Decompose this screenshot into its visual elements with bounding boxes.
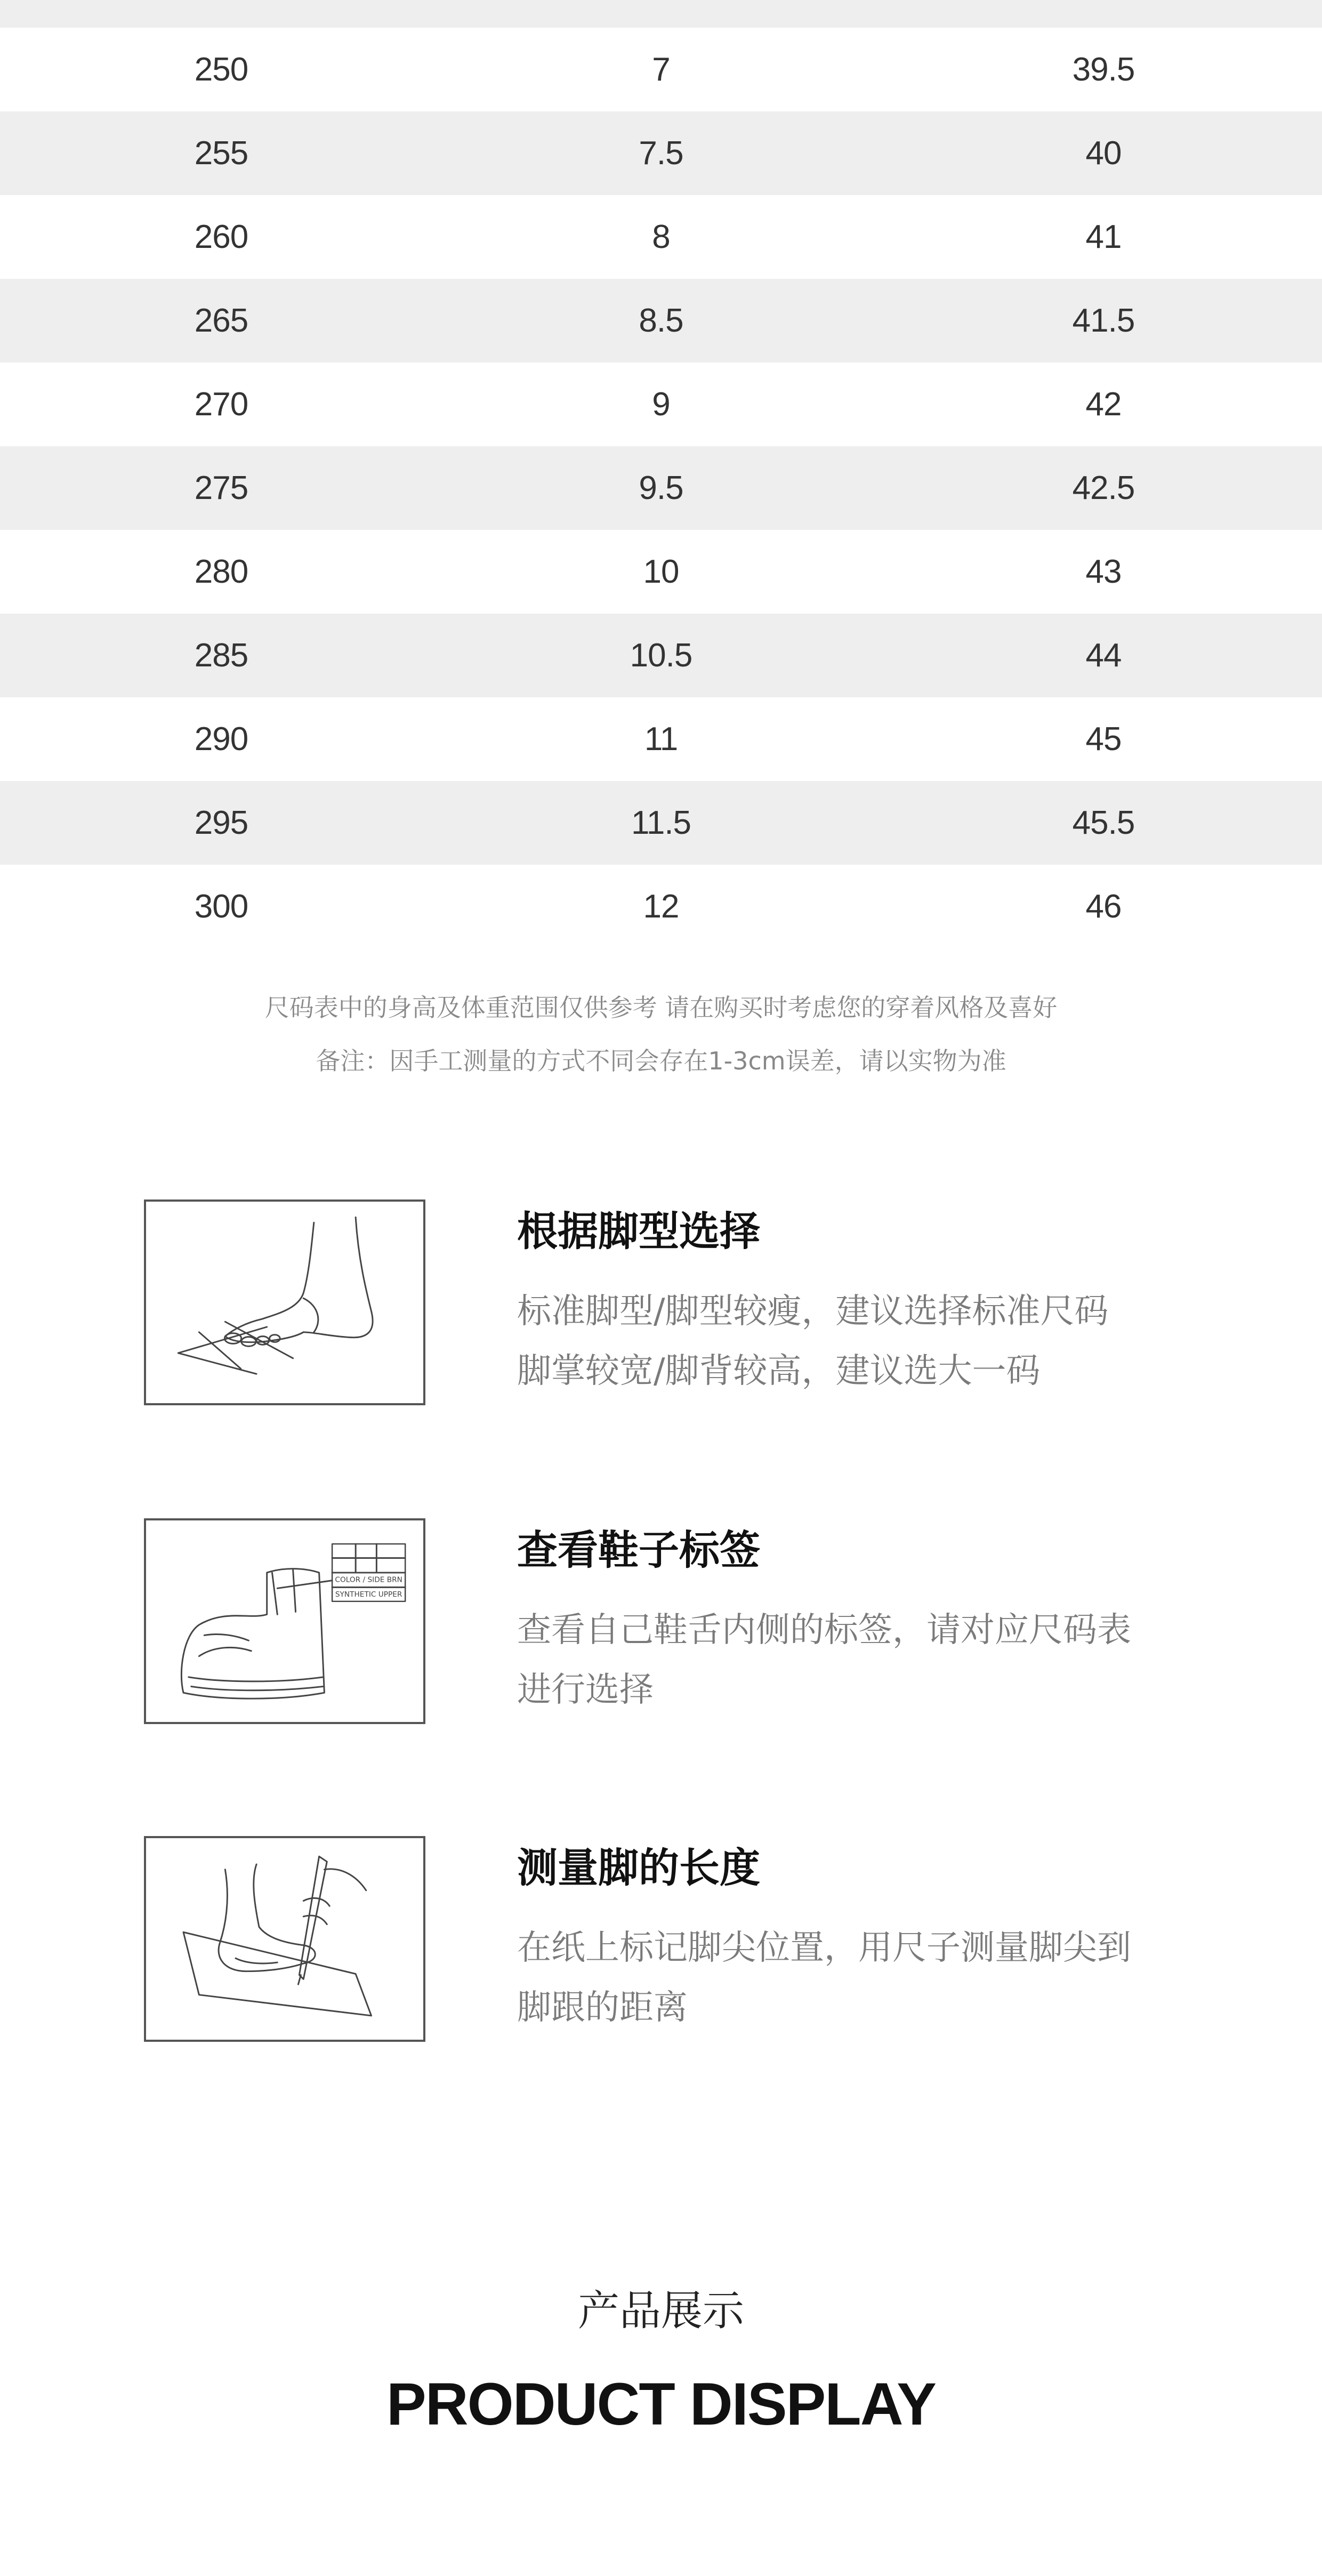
cell-us: 10.5 [630, 637, 692, 674]
table-row [0, 195, 1322, 279]
cell-eu: 44 [1085, 637, 1122, 674]
cell-us: 8 [652, 219, 670, 255]
tip-description [517, 1918, 1237, 2038]
tip-title: 查看鞋子标签 [517, 1526, 760, 1574]
cell-mm: 295 [194, 804, 248, 841]
cell-eu: 42 [1085, 386, 1122, 423]
table-row [0, 279, 1322, 363]
measure-foot-icon [144, 1836, 425, 2042]
tip-title: 根据脚型选择 [517, 1207, 760, 1255]
cell-us: 11 [644, 721, 678, 758]
size-table [0, 28, 1322, 948]
table-top-strip [0, 0, 1322, 28]
tip-description [517, 1600, 1237, 1720]
cell-mm: 260 [194, 219, 248, 255]
label-line-2: SYNTHETIC UPPER [335, 1590, 402, 1599]
tip-foot-shape [144, 1200, 1210, 1407]
table-row [0, 111, 1322, 195]
tip-text [517, 1841, 1237, 2038]
table-row [0, 865, 1322, 948]
cell-us: 9.5 [639, 470, 683, 506]
table-row [0, 781, 1322, 865]
cell-eu: 42.5 [1072, 470, 1135, 506]
cell-us: 10 [643, 553, 679, 590]
note-reference: 尺码表中的身高及体重范围仅供参考 请在购买时考虑您的穿着风格及喜好 [264, 993, 1058, 1022]
cell-us: 12 [643, 888, 679, 925]
cell-mm: 270 [194, 386, 248, 423]
cell-us: 7 [652, 51, 670, 88]
cell-eu: 45.5 [1072, 804, 1135, 841]
tip-desc-line: 脚掌较宽/脚背较高，建议选大一码 [517, 1351, 1041, 1391]
cell-eu: 40 [1085, 135, 1122, 172]
tip-text [517, 1524, 1237, 1720]
table-row [0, 363, 1322, 446]
table-row [0, 697, 1322, 781]
cell-eu: 39.5 [1072, 51, 1135, 88]
product-display-heading [0, 2282, 1322, 2442]
cell-mm: 265 [194, 302, 248, 339]
foot-shape-icon [144, 1200, 425, 1405]
tip-shoe-label [144, 1518, 1210, 1726]
cell-mm: 250 [194, 51, 248, 88]
tip-desc-line: 查看自己鞋舌内侧的标签，请对应尺码表 [517, 1611, 1131, 1650]
cell-us: 8.5 [639, 302, 683, 339]
section-title-cn: 产品展示 [577, 2287, 744, 2335]
table-row [0, 614, 1322, 697]
cell-us: 11.5 [631, 804, 691, 841]
cell-eu: 43 [1085, 553, 1122, 590]
cell-eu: 41.5 [1072, 302, 1135, 339]
cell-us: 9 [652, 386, 670, 423]
tip-measure-foot [144, 1836, 1210, 2044]
table-row [0, 28, 1322, 111]
tip-desc-line: 标准脚型/脚型较瘦，建议选择标准尺码 [517, 1292, 1109, 1331]
note-measurement-error: 备注：因手工测量的方式不同会存在1-3cm误差，请以实物为准 [316, 1046, 1006, 1075]
section-title-en: PRODUCT DISPLAY [386, 2371, 936, 2437]
cell-mm: 300 [194, 888, 248, 925]
size-notes [0, 981, 1322, 1088]
tip-desc-line: 脚跟的距离 [517, 1988, 688, 2027]
cell-us: 7.5 [639, 135, 683, 172]
tip-text [517, 1205, 1237, 1401]
cell-mm: 290 [194, 721, 248, 758]
cell-mm: 280 [194, 553, 248, 590]
cell-eu: 41 [1085, 219, 1122, 255]
shoe-label-icon [144, 1518, 425, 1724]
tip-description [517, 1282, 1237, 1401]
cell-eu: 46 [1085, 888, 1122, 925]
tip-desc-line: 在纸上标记脚尖位置，用尺子测量脚尖到 [517, 1928, 1131, 1968]
tip-title: 测量脚的长度 [517, 1844, 760, 1891]
tip-desc-line: 进行选择 [517, 1670, 654, 1710]
cell-mm: 255 [194, 135, 248, 172]
table-row [0, 446, 1322, 530]
cell-mm: 285 [194, 637, 248, 674]
cell-mm: 275 [194, 470, 248, 506]
cell-eu: 45 [1085, 721, 1122, 758]
table-row [0, 530, 1322, 614]
label-line-1: COLOR / SIDE BRN [335, 1575, 402, 1584]
